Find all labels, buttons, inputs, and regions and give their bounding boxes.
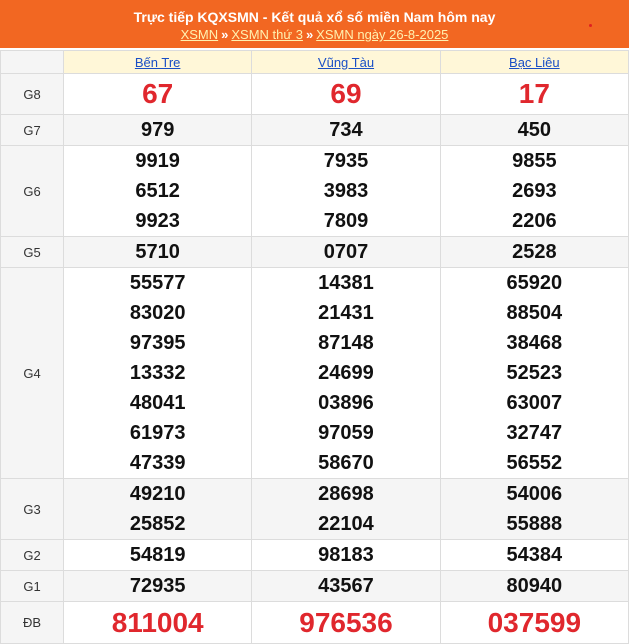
- prize-number: 52523: [506, 362, 563, 384]
- prize-cell: [252, 115, 440, 146]
- prize-number: 21431: [318, 302, 374, 324]
- prize-row: [1, 479, 629, 540]
- prize-number: 03896: [318, 392, 374, 414]
- prize-number: 28698: [318, 483, 374, 505]
- prize-cell: [252, 74, 440, 115]
- results-table: [0, 50, 629, 644]
- prize-number: 63007: [506, 392, 563, 414]
- province-header: [64, 51, 252, 74]
- prize-number: 72935: [129, 575, 186, 597]
- prize-number: 83020: [129, 302, 186, 324]
- prize-cell: [252, 479, 440, 540]
- prize-cell: [440, 74, 628, 115]
- prize-cell: [64, 237, 252, 268]
- prize-cell: [64, 571, 252, 602]
- prize-row: [1, 237, 629, 268]
- prize-number: 9855: [512, 150, 557, 172]
- prize-number: 6512: [135, 180, 180, 202]
- prize-label: G6: [1, 146, 64, 237]
- prize-number: 5710: [135, 241, 180, 263]
- prize-number: 48041: [129, 392, 186, 414]
- prize-cell: [64, 268, 252, 479]
- breadcrumb-weekday-link[interactable]: XSMN thứ 3: [231, 27, 303, 42]
- prize-number: 43567: [318, 575, 374, 597]
- prize-number: 9923: [135, 210, 180, 232]
- province-header: [440, 51, 628, 74]
- breadcrumb-date-link[interactable]: XSMN ngày 26-8-2025: [316, 27, 449, 42]
- prize-number: 13332: [129, 362, 186, 384]
- prize-number: 97395: [129, 332, 186, 354]
- prize-number: 037599: [487, 607, 582, 638]
- prize-number: 49210: [129, 483, 186, 505]
- results-header: [0, 0, 629, 48]
- prize-number: 97059: [318, 422, 374, 444]
- prize-number: 32747: [506, 422, 563, 444]
- prize-number: 2206: [512, 210, 557, 232]
- prize-number: 65920: [506, 272, 563, 294]
- prize-cell: [440, 479, 628, 540]
- breadcrumb-xsmn-link[interactable]: XSMN: [180, 27, 219, 42]
- prize-number: 17: [518, 78, 550, 109]
- prize-label: G4: [1, 268, 64, 479]
- prize-cell: [252, 237, 440, 268]
- page-title: Trực tiếp KQXSMN - Kết quả xổ số miền Nam hôm nay: [133, 9, 496, 25]
- prize-row: [1, 540, 629, 571]
- province-link-vung-tau[interactable]: Vũng Tàu: [317, 54, 375, 70]
- prize-cell: [440, 146, 628, 237]
- prize-cell: [252, 268, 440, 479]
- prize-number: 55888: [506, 513, 563, 535]
- prize-row: [1, 74, 629, 115]
- prize-cell: [64, 540, 252, 571]
- prize-number: 54819: [129, 544, 186, 566]
- prize-number: 979: [140, 119, 175, 141]
- prize-cell: [440, 237, 628, 268]
- prize-number: 88504: [506, 302, 563, 324]
- prize-number: 811004: [111, 607, 204, 638]
- prize-number: 58670: [318, 452, 374, 474]
- prize-label: G3: [1, 479, 64, 540]
- prize-cell: [252, 571, 440, 602]
- prize-cell: [252, 540, 440, 571]
- prize-number: 54006: [506, 483, 563, 505]
- prize-label: G7: [1, 115, 64, 146]
- prize-label: ĐB: [1, 602, 64, 644]
- prize-cell: [64, 146, 252, 237]
- prize-number: 22104: [318, 513, 374, 535]
- prize-row: [1, 571, 629, 602]
- prize-row: [1, 268, 629, 479]
- prize-label: G8: [1, 74, 64, 115]
- prize-number: 7809: [323, 210, 369, 232]
- prize-number: 54384: [506, 544, 563, 566]
- prize-number: 24699: [318, 362, 374, 384]
- prize-number: 14381: [318, 272, 374, 294]
- prize-number: 69: [330, 78, 362, 109]
- prize-cell: [440, 571, 628, 602]
- prize-cell: [252, 146, 440, 237]
- prize-cell: [440, 268, 628, 479]
- province-link-ben-tre[interactable]: Bến Tre: [134, 54, 181, 70]
- breadcrumb-separator: »: [221, 27, 229, 42]
- prize-cell: [64, 479, 252, 540]
- prize-number: 25852: [129, 513, 186, 535]
- prize-cell: [440, 602, 628, 644]
- corner-cell: [1, 51, 64, 74]
- prize-row: [1, 602, 629, 644]
- prize-cell: [64, 602, 252, 644]
- prize-number: 734: [329, 119, 363, 141]
- prize-label: G1: [1, 571, 64, 602]
- prize-number: 87148: [318, 332, 374, 354]
- prize-number: 9919: [135, 150, 180, 172]
- prize-cell: [64, 115, 252, 146]
- prize-number: 450: [517, 119, 552, 141]
- prize-cell: [64, 74, 252, 115]
- live-dot-icon: [589, 24, 592, 27]
- breadcrumb-separator: »: [305, 27, 314, 42]
- prize-number: 38468: [506, 332, 563, 354]
- prize-number: 2693: [512, 180, 557, 202]
- prize-number: 56552: [506, 452, 563, 474]
- prize-row: [1, 146, 629, 237]
- province-link-bac-lieu[interactable]: Bạc Liêu: [509, 54, 560, 70]
- prize-cell: [252, 602, 440, 644]
- prize-number: 7935: [323, 150, 369, 172]
- prize-number: 55577: [129, 272, 186, 294]
- prize-cell: [440, 115, 628, 146]
- prize-number: 3983: [323, 180, 369, 202]
- prize-number: 47339: [129, 452, 186, 474]
- prize-cell: [440, 540, 628, 571]
- prize-number: 67: [142, 78, 174, 109]
- prize-number: 2528: [512, 241, 557, 263]
- prize-number: 80940: [506, 575, 563, 597]
- breadcrumb: [0, 27, 629, 43]
- prize-label: G5: [1, 237, 64, 268]
- prize-label: G2: [1, 540, 64, 571]
- prize-number: 976536: [299, 607, 393, 638]
- prize-number: 61973: [129, 422, 186, 444]
- prize-number: 98183: [318, 544, 374, 566]
- prize-number: 0707: [323, 241, 369, 263]
- province-header: [252, 51, 440, 74]
- prize-row: [1, 115, 629, 146]
